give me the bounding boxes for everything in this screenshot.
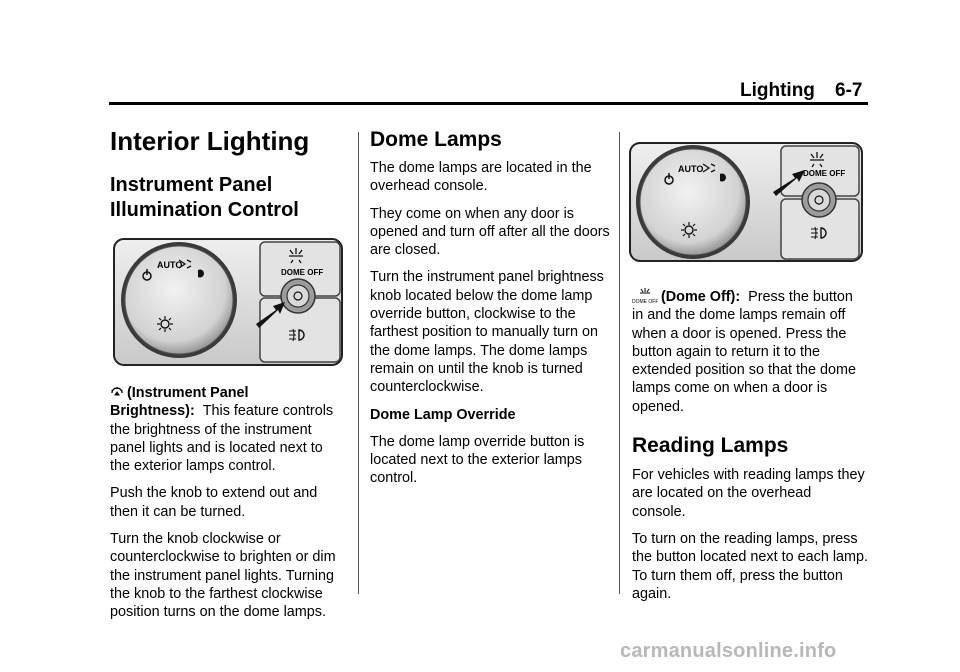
dome-off-icon [632, 288, 658, 304]
dimmer-knob-icon [802, 183, 836, 217]
page-header [0, 0, 960, 110]
paragraph: Turn the knob clockwise or counterclockwise to brighten or dim the instrument panel lights. Turning the knob to the farthest clockwise position turns on the dome lamps. [110, 531, 336, 621]
subsection-heading: Instrument Panel Illumination Control [110, 174, 299, 221]
dimmer-knob-icon [281, 279, 315, 313]
dome-off-control-figure [629, 142, 863, 262]
instrument-panel-brightness-item [110, 384, 346, 475]
column-1 [110, 126, 346, 222]
paragraph: Push the knob to extend out and then it can be turned. [110, 485, 318, 520]
dome-lamps-heading: Dome Lamps [370, 128, 502, 151]
item-text: This feature controls the brightness of the instrument panel lights and is located next to the exterior lamps control. [110, 403, 334, 475]
page-number: 6-7 [835, 80, 863, 101]
item-title: (Instrument Panel Brightness): [110, 385, 249, 420]
column-divider-2 [619, 132, 620, 594]
dome-off-label: DOME OFF [281, 268, 324, 277]
paragraph: They come on when any door is opened and turn off after all the doors are closed. [370, 205, 610, 259]
paragraph: Turn the instrument panel brightness knob located below the dome lamp override button, clockwise to the farthest position to manually turn on the dome lamps. The dome lamps remain on until the knob is turned counterclockwise. [370, 269, 604, 396]
svg-text:DOME OFF: DOME OFF [632, 299, 658, 304]
watermark: carmanualsonline.info [620, 640, 837, 662]
item-title: (Dome Off): [661, 289, 741, 305]
auto-label: AUTO [157, 260, 183, 270]
column-divider-1 [358, 132, 359, 594]
dome-lamp-override-subhead: Dome Lamp Override [370, 406, 516, 423]
item-text: Press the button in and the dome lamps remain off when a door is opened. Press the button again to return it to the extended position so that the dome lamps come on when a door is opened. [632, 289, 857, 415]
column-3 [632, 288, 868, 612]
section-heading: Interior Lighting [110, 126, 310, 156]
column-1-body [110, 384, 346, 631]
auto-label: AUTO [678, 164, 704, 174]
paragraph: The dome lamp override button is located next to the exterior lamps control. [370, 433, 585, 487]
paragraph: To turn on the reading lamps, press the button located next to each lamp. To turn them off, press the button again. [632, 530, 869, 602]
paragraph: For vehicles with reading lamps they are located on the overhead console. [632, 467, 865, 520]
dome-off-label: DOME OFF [803, 169, 846, 178]
paragraph: The dome lamps are located in the overhead console. [370, 160, 592, 195]
section-title: Lighting [740, 80, 815, 101]
header-rule [109, 102, 868, 105]
reading-lamps-heading: Reading Lamps [632, 434, 789, 458]
dome-off-item [632, 288, 868, 416]
instrument-panel-control-figure [113, 238, 343, 366]
panel-brightness-icon [110, 386, 124, 400]
column-2 [370, 128, 610, 497]
